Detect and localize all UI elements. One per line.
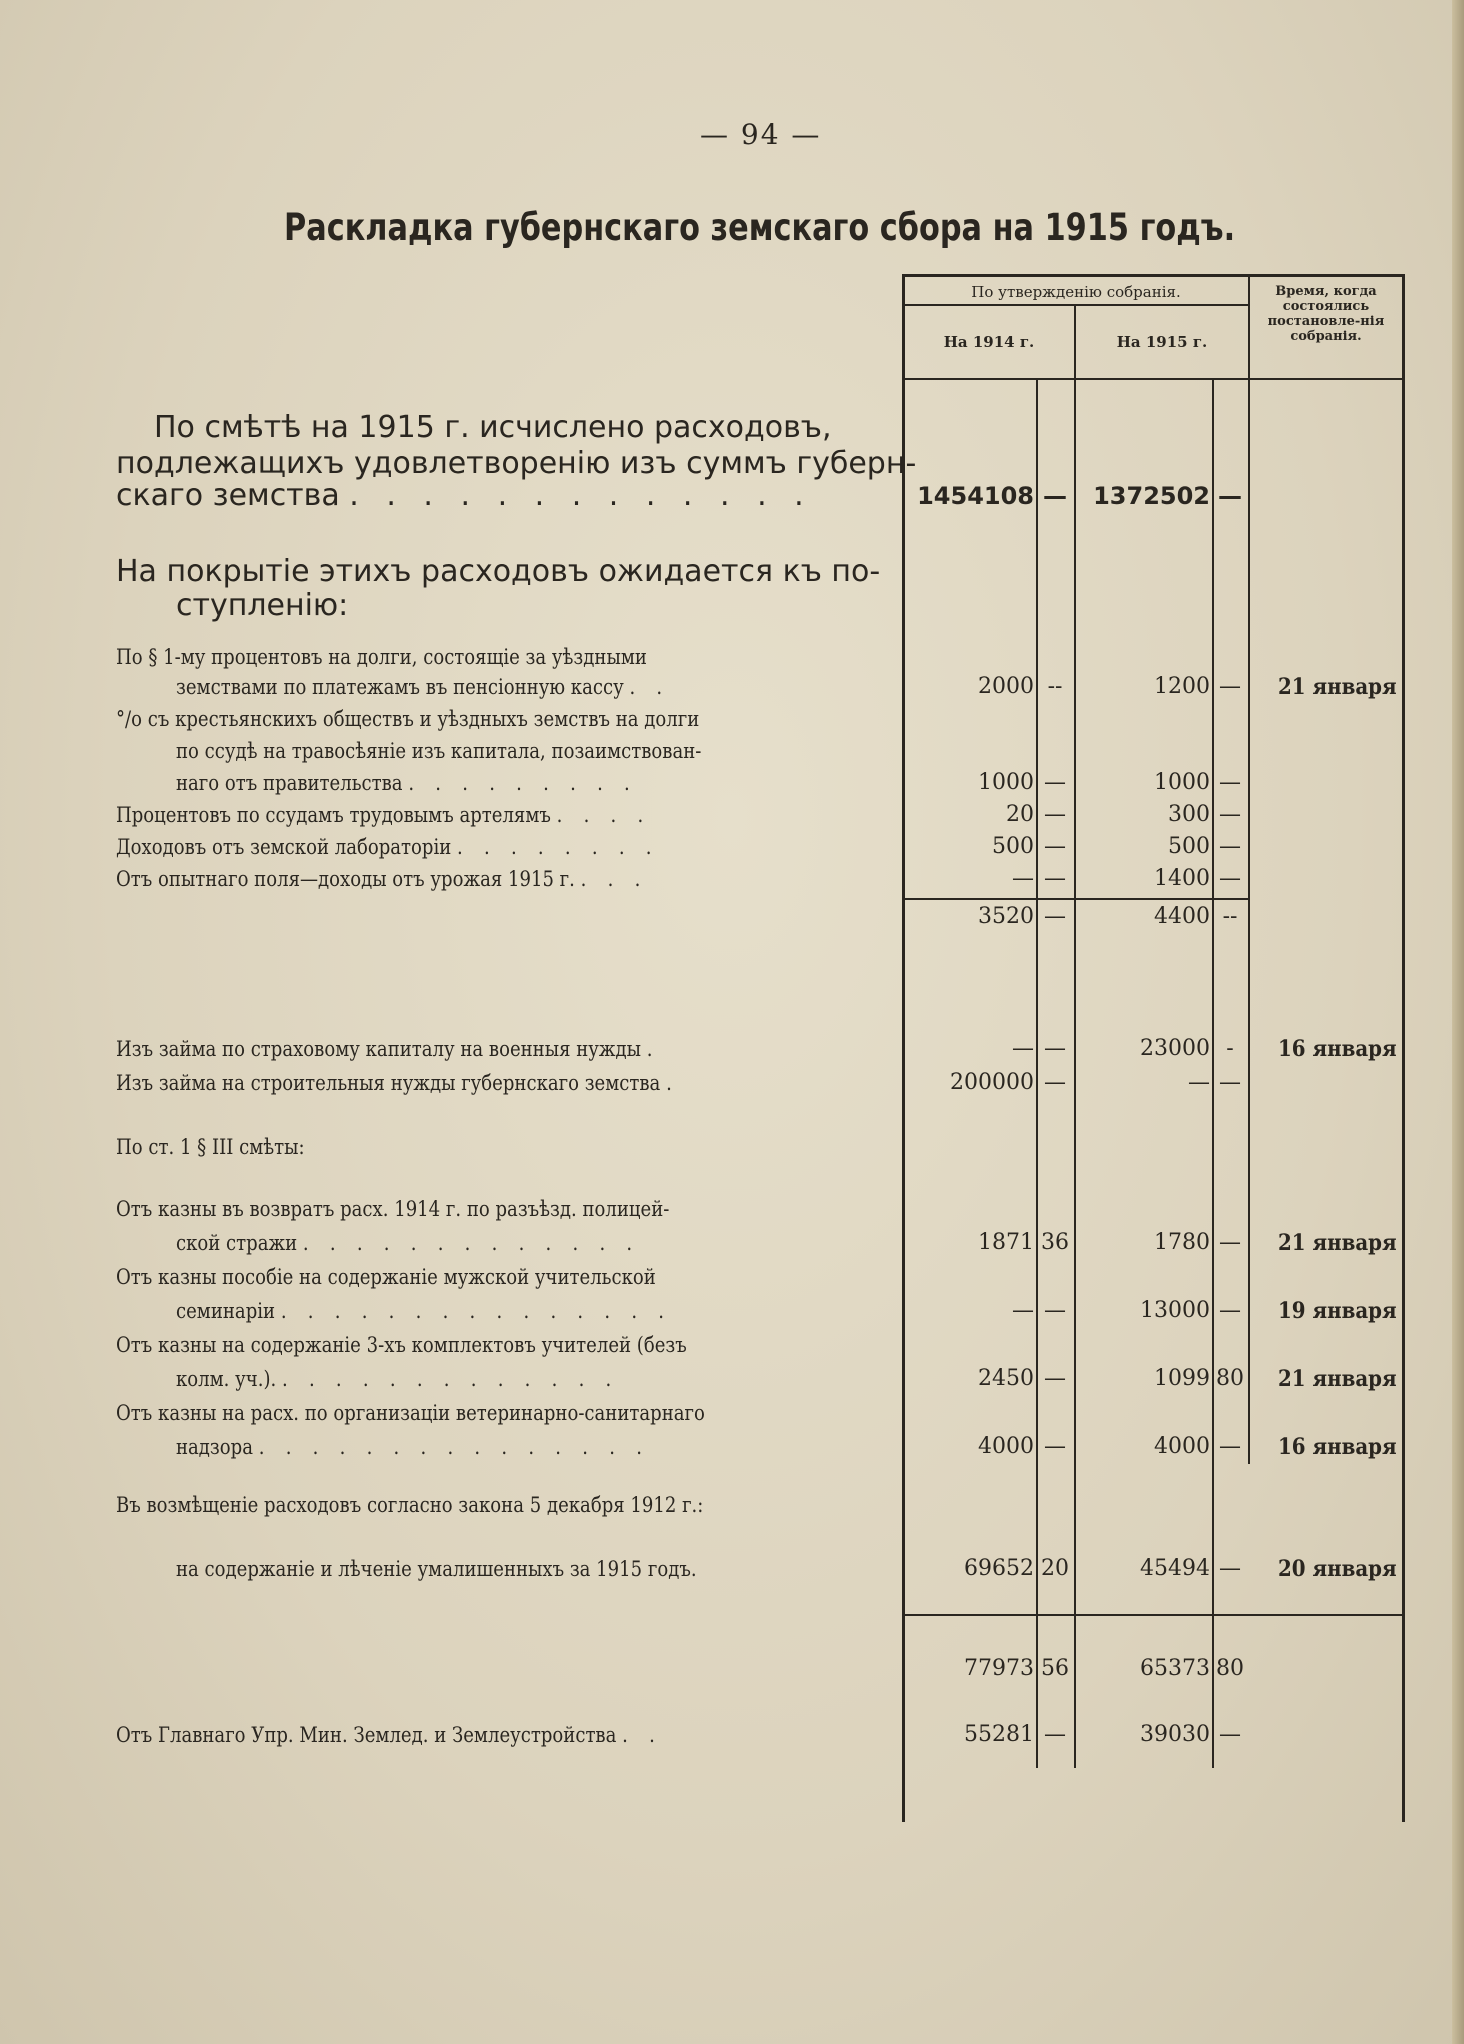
subtotal-2-1914: 77973	[964, 1656, 1034, 1681]
row-1-1914-kop: --	[1047, 674, 1063, 699]
row-2-line-2: по ссудѣ на травосѣяніе изъ капитала, позаимствован-	[176, 739, 702, 763]
treasury-3-1915: 1099	[1154, 1366, 1210, 1391]
loan-1-1914: —	[1012, 1036, 1034, 1061]
treasury-2-date: 19 января	[1278, 1298, 1397, 1324]
ministry-1915-kop: —	[1219, 1722, 1241, 1747]
row-5-1915-kop: —	[1219, 866, 1241, 891]
loan-2-1914: 200000	[950, 1070, 1034, 1095]
intro-1914-kop: —	[1043, 482, 1067, 510]
row-2-line-3: наго отъ правительства . . . . . . . . .	[176, 771, 638, 795]
header-col-1914: На 1914 г.	[943, 333, 1035, 351]
row-4-1914-kop: —	[1044, 834, 1066, 859]
ministry-1914: 55281	[964, 1722, 1034, 1747]
row-1-1914: 2000	[978, 674, 1034, 699]
treasury-4-date: 16 января	[1278, 1434, 1397, 1460]
treasury-1-line-1: Отъ казны въ возвратъ расх. 1914 г. по разъѣзд. полицей-	[116, 1197, 670, 1221]
treasury-1-line-2: ской стражи . . . . . . . . . . . . .	[176, 1231, 640, 1255]
row-3-text: Процентовъ по ссудамъ трудовымъ артелямъ . . . .	[116, 803, 651, 827]
subtotal-2-1915: 65373	[1140, 1656, 1210, 1681]
treasury-4-1914-kop: —	[1044, 1434, 1066, 1459]
intro-line-1: По смѣтѣ на 1915 г. исчислено расходовъ,	[154, 410, 832, 445]
row-1-date: 21 января	[1278, 674, 1397, 700]
treasury-2-1915-kop: —	[1219, 1298, 1241, 1323]
row-4-text: Доходовъ отъ земской лабораторіи . . . . . . . .	[116, 835, 660, 859]
ministry-1915: 39030	[1140, 1722, 1210, 1747]
subtotal-1-1915: 4400	[1154, 904, 1210, 929]
subtotal-1-1914-kop: —	[1044, 904, 1066, 929]
treasury-2-1915: 13000	[1140, 1298, 1210, 1323]
column-divider-years	[1074, 306, 1076, 1768]
reimburse-1915: 45494	[1140, 1556, 1210, 1581]
page-number: — 94 —	[700, 118, 822, 151]
intro-1914: 1454108	[917, 482, 1034, 510]
treasury-4-1915: 4000	[1154, 1434, 1210, 1459]
header-col-time: Время, когда состоялись постановле-нія собранія.	[1267, 284, 1385, 344]
table-right-border	[1402, 274, 1405, 1822]
treasury-1-date: 21 января	[1278, 1230, 1397, 1256]
treasury-1-1915: 1780	[1154, 1230, 1210, 1255]
table-top-border	[902, 274, 1405, 277]
row-1-1915-kop: —	[1219, 674, 1241, 699]
header-group-label: По утвержденію собранія.	[971, 283, 1181, 301]
loan-2-1914-kop: —	[1044, 1070, 1066, 1095]
row-3-1914: 20	[1006, 802, 1034, 827]
intro-line-3: скаго земства . . . . . . . . . . . . .	[116, 478, 813, 513]
loan-2-1915-kop: —	[1219, 1070, 1241, 1095]
treasury-3-1914: 2450	[978, 1366, 1034, 1391]
treasury-3-1914-kop: —	[1044, 1366, 1066, 1391]
loan-2-1915: —	[1188, 1070, 1210, 1095]
row-2-line-1: °/о съ крестьянскихъ обществъ и уѣздныхъ земствъ на долги	[116, 707, 700, 731]
treasury-2-1914: —	[1012, 1298, 1034, 1323]
treasury-4-1915-kop: —	[1219, 1434, 1241, 1459]
row-2-1914-kop: —	[1044, 770, 1066, 795]
intro-1915-kop: —	[1218, 482, 1242, 510]
row-5-1914-kop: —	[1044, 866, 1066, 891]
row-1-1915: 1200	[1154, 674, 1210, 699]
subtotal-1-1915-kop: --	[1222, 904, 1238, 929]
treasury-1-1915-kop: —	[1219, 1230, 1241, 1255]
header-group-rule	[904, 304, 1248, 306]
intro-line-2: подлежащихъ удовлетворенію изъ суммъ губерн-	[116, 446, 917, 481]
loan-2-text: Изъ займа на строительныя нужды губернскаго земства .	[116, 1071, 680, 1095]
loan-1-1915: 23000	[1140, 1036, 1210, 1061]
treasury-4-1914: 4000	[978, 1434, 1034, 1459]
row-2-1915-kop: —	[1219, 770, 1241, 795]
treasury-4-line-2: надзора . . . . . . . . . . . . . . .	[176, 1435, 650, 1459]
reimburse-line-2: на содержаніе и лѣченіе умалишенныхъ за 1915 годъ.	[176, 1557, 697, 1581]
treasury-2-1914-kop: —	[1044, 1298, 1066, 1323]
treasury-1-1914-kop: 36	[1041, 1230, 1069, 1255]
row-4-1914: 500	[992, 834, 1034, 859]
reimburse-1915-kop: —	[1219, 1556, 1241, 1581]
treasury-1-1914: 1871	[978, 1230, 1034, 1255]
subtotal-1-1914: 3520	[978, 904, 1034, 929]
subtotal-2-1915-kop: 80	[1216, 1656, 1244, 1681]
row-2-1914: 1000	[978, 770, 1034, 795]
subtotal-rule-2	[904, 1614, 1402, 1616]
treasury-4-line-1: Отъ казны на расх. по организаціи ветеринарно-санитарнаго	[116, 1401, 705, 1425]
row-1-line-1: По § 1-му процентовъ на долги, состоящіе за уѣздными	[116, 645, 647, 669]
treasury-3-date: 21 января	[1278, 1366, 1397, 1392]
intro-1915: 1372502	[1093, 482, 1210, 510]
reimburse-date: 20 января	[1278, 1556, 1397, 1582]
reimburse-line-1: Въ возмѣщеніе расходовъ согласно закона 5 декабря 1912 г.:	[116, 1493, 704, 1517]
treasury-3-line-1: Отъ казны на содержаніе 3-хъ комплектовъ учителей (безъ	[116, 1333, 687, 1357]
ministry-1914-kop: —	[1044, 1722, 1066, 1747]
row-5-1915: 1400	[1154, 866, 1210, 891]
treasury-2-line-1: Отъ казны пособіе на содержаніе мужской учительской	[116, 1265, 656, 1289]
row-2-1915: 1000	[1154, 770, 1210, 795]
header-col-1915: На 1915 г.	[1116, 333, 1208, 351]
treasury-3-line-2: колм. уч.). . . . . . . . . . . . . .	[176, 1367, 620, 1391]
row-4-1915: 500	[1168, 834, 1210, 859]
table-left-border	[902, 274, 905, 1822]
row-1-line-2: земствами по платежамъ въ пенсіонную кассу . .	[176, 675, 670, 699]
header-bottom-rule	[904, 378, 1402, 380]
reimburse-1914-kop: 20	[1041, 1556, 1069, 1581]
row-5-1914: —	[1012, 866, 1034, 891]
reimburse-1914: 69652	[964, 1556, 1034, 1581]
loan-1-1914-kop: —	[1044, 1036, 1066, 1061]
coverage-line-2: ступленію:	[176, 588, 349, 623]
page-title: Раскладка губернскаго земскаго сбора на 1915 годъ.	[284, 206, 1236, 249]
row-3-1915: 300	[1168, 802, 1210, 827]
subtotal-2-1914-kop: 56	[1041, 1656, 1069, 1681]
table-divider-time	[1248, 274, 1250, 1464]
treasury-3-1915-kop: 80	[1216, 1366, 1244, 1391]
row-5-text: Отъ опытнаго поля—доходы отъ урожая 1915 г. . . .	[116, 867, 649, 891]
row-3-1914-kop: —	[1044, 802, 1066, 827]
page-edge	[1452, 0, 1464, 2044]
row-4-1915-kop: —	[1219, 834, 1241, 859]
treasury-2-line-2: семинаріи . . . . . . . . . . . . . . .	[176, 1299, 672, 1323]
loan-1-date: 16 января	[1278, 1036, 1397, 1062]
loan-1-text: Изъ займа по страховому капиталу на военныя нужды .	[116, 1037, 661, 1061]
subtotal-rule-1	[904, 898, 1248, 900]
row-3-1915-kop: —	[1219, 802, 1241, 827]
coverage-line-1: На покрытіе этихъ расходовъ ожидается къ по-	[116, 554, 881, 589]
loan-1-1915-kop: -	[1226, 1036, 1234, 1061]
article-heading: По ст. 1 § III смѣты:	[116, 1135, 305, 1159]
ministry-text: Отъ Главнаго Упр. Мин. Землед. и Землеустройства . .	[116, 1723, 663, 1747]
